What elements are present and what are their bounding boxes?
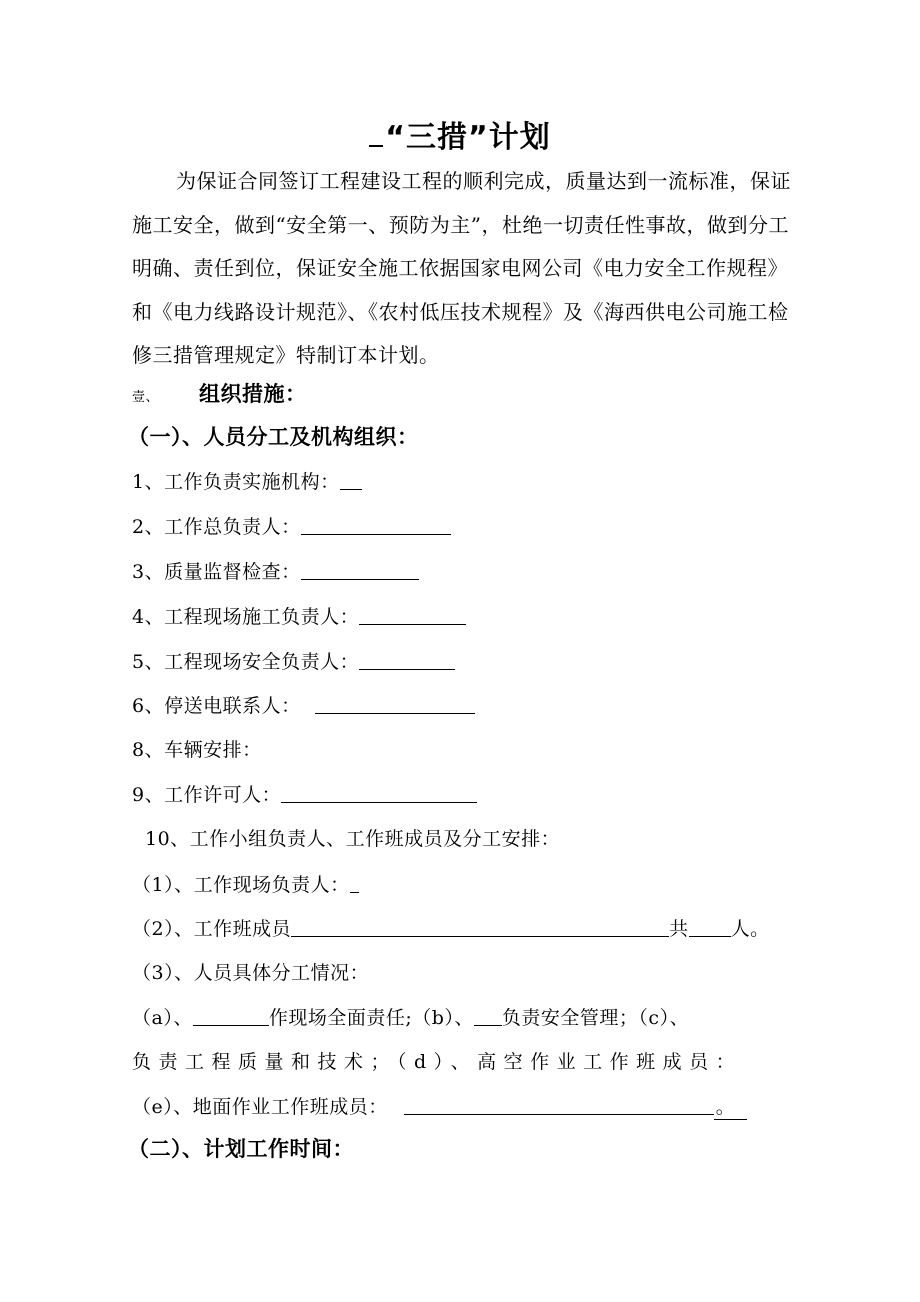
item-6-label: 6、停送电联系人： xyxy=(132,695,301,717)
assignment-line-3 xyxy=(132,1092,747,1120)
section-label: 组织措施： xyxy=(199,382,307,406)
item-4 xyxy=(132,602,466,629)
item-5-label: 5、工程现场安全负责人： xyxy=(132,651,360,673)
subitem-3: （3）、人员具体分工情况： xyxy=(132,962,370,984)
subitem-2-label: （2）、工作班成员 xyxy=(132,918,292,940)
item-1-blank[interactable] xyxy=(340,471,362,490)
assign-b-text: 负责安全管理； xyxy=(501,1007,639,1029)
subsection-heading-schedule: （二）、计划工作时间： xyxy=(128,1137,354,1161)
subsection-heading-personnel: （一）、人员分工及机构组织： xyxy=(128,425,419,449)
document-title xyxy=(0,112,920,156)
subitem-1 xyxy=(132,870,359,897)
assign-b-blank[interactable] xyxy=(474,1007,502,1026)
item-4-blank[interactable] xyxy=(359,606,466,625)
assign-b-label: （b）、 xyxy=(412,1007,474,1029)
item-9-label: 9、工作许可人： xyxy=(132,784,282,806)
item-5-blank[interactable] xyxy=(359,651,455,670)
item-3 xyxy=(132,557,419,584)
item-3-blank[interactable] xyxy=(301,561,419,580)
assignment-line-1 xyxy=(132,1003,689,1030)
item-3-label: 3、质量监督检查： xyxy=(132,561,301,583)
assign-c-label: （c）、 xyxy=(638,1007,690,1029)
item-10: 10、工作小组负责人、工作班成员及分工安排： xyxy=(145,828,561,850)
item-1-label: 1、工作负责实施机构： xyxy=(132,471,340,493)
subitem-1-blank[interactable] xyxy=(350,874,359,893)
section-marker: 壹、 xyxy=(132,390,160,405)
item-1 xyxy=(132,467,362,494)
item-5 xyxy=(132,647,455,674)
subitem-2-total-prefix: 共 xyxy=(669,918,689,940)
item-9 xyxy=(132,780,477,807)
intro-paragraph: 为保证合同签订工程建设工程的顺利完成，质量达到一流标准，保证施工安全，做到“安全第一、预防为主”，杜绝一切责任性事故，做到分工明确、责任到位，保证安全施工依据国家电网公司《电力安全工作规程》和《电力线路设计规范》、《农村低压技术规程》及《海西供电公司施工检修三措管理规定》特制订本计划。 xyxy=(132,169,791,367)
assign-e-label: （e）、地面作业工作班成员： xyxy=(132,1096,388,1118)
subitem-2-total-suffix: 人。 xyxy=(730,918,770,940)
assignment-line-2: 负责工程质量和技术；（d）、高空作业工作班成员： xyxy=(132,1051,743,1073)
item-9-blank[interactable] xyxy=(281,784,477,803)
assign-a-label: （a）、 xyxy=(132,1007,193,1029)
assign-a-blank[interactable] xyxy=(193,1007,269,1026)
title-text: “三措”计划 xyxy=(385,120,551,155)
item-4-label: 4、工程现场施工负责人： xyxy=(132,606,360,628)
item-2 xyxy=(132,512,451,539)
item-6 xyxy=(132,691,475,718)
subitem-2-count-blank[interactable] xyxy=(689,918,731,937)
item-2-blank[interactable] xyxy=(301,516,451,535)
title-underline xyxy=(369,145,383,147)
item-8: 8、车辆安排： xyxy=(132,739,262,761)
section-heading-organization xyxy=(132,378,307,408)
subitem-2 xyxy=(132,914,770,941)
item-6-blank[interactable] xyxy=(315,695,475,714)
item-2-label: 2、工作总负责人： xyxy=(132,516,301,538)
subitem-1-label: （1）、工作现场负责人： xyxy=(132,874,350,896)
assign-e-blank[interactable] xyxy=(404,1096,714,1115)
assign-e-end: 。 xyxy=(714,1092,748,1120)
subitem-2-blank[interactable] xyxy=(291,918,669,937)
assign-a-text: 作现场全面责任; xyxy=(268,1007,413,1029)
